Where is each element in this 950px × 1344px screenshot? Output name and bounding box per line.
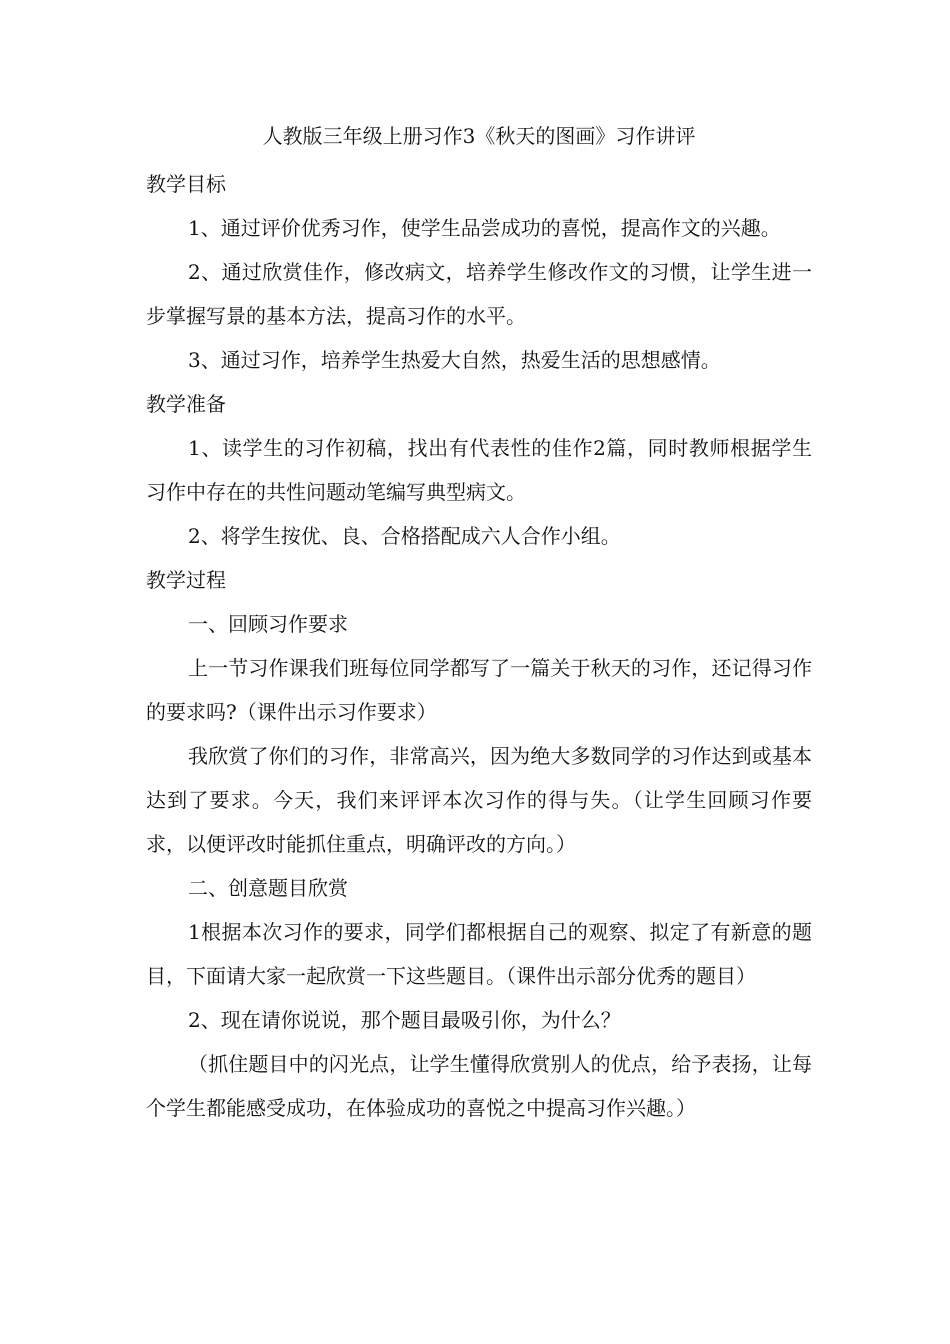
section-heading-preparation: 教学准备 xyxy=(146,392,226,416)
process-paragraph: 1根据本次习作的要求，同学们都根据自己的观察、拟定了有新意的题目，下面请大家一起欣赏一下这些题目。（课件出示部分优秀的题目） xyxy=(146,920,812,988)
goal-item-2: 2、通过欣赏佳作，修改病文，培养学生修改作文的习惯，让学生进一步掌握写景的基本方法，提高习作的水平。 xyxy=(146,260,812,328)
process-paragraph: （抓住题目中的闪光点，让学生懂得欣赏别人的优点，给予表扬，让每个学生都能感受成功，在体验成功的喜悦之中提高习作兴趣。） xyxy=(146,1052,812,1120)
section-heading-goals: 教学目标 xyxy=(146,172,226,196)
goal-item-1: 1、通过评价优秀习作，使学生品尝成功的喜悦，提高作文的兴趣。 xyxy=(188,216,781,240)
document-page xyxy=(146,118,812,1130)
process-paragraph: 我欣赏了你们的习作，非常高兴，因为绝大多数同学的习作达到或基本达到了要求。今天，我们来评评本次习作的得与失。（让学生回顾习作要求，以便评改时能抓住重点，明确评改的方向。） xyxy=(146,744,812,856)
process-step-heading-2: 二、创意题目欣赏 xyxy=(188,876,348,900)
section-heading-process: 教学过程 xyxy=(146,568,226,592)
preparation-item-2: 2、将学生按优、良、合格搭配成六人合作小组。 xyxy=(188,524,621,548)
process-paragraph: 上一节习作课我们班每位同学都写了一篇关于秋天的习作，还记得习作的要求吗?（课件出示习作要求） xyxy=(146,656,812,724)
goal-item-3: 3、通过习作，培养学生热爱大自然，热爱生活的思想感情。 xyxy=(188,348,721,372)
document-title: 人教版三年级上册习作3《秋天的图画》习作讲评 xyxy=(262,124,696,148)
process-paragraph: 2、现在请你说说，那个题目最吸引你，为什么？ xyxy=(188,1008,621,1032)
preparation-item-1: 1、读学生的习作初稿，找出有代表性的佳作2篇，同时教师根据学生习作中存在的共性问题动笔编写典型病文。 xyxy=(146,436,812,504)
process-step-heading-1: 一、回顾习作要求 xyxy=(188,612,348,636)
